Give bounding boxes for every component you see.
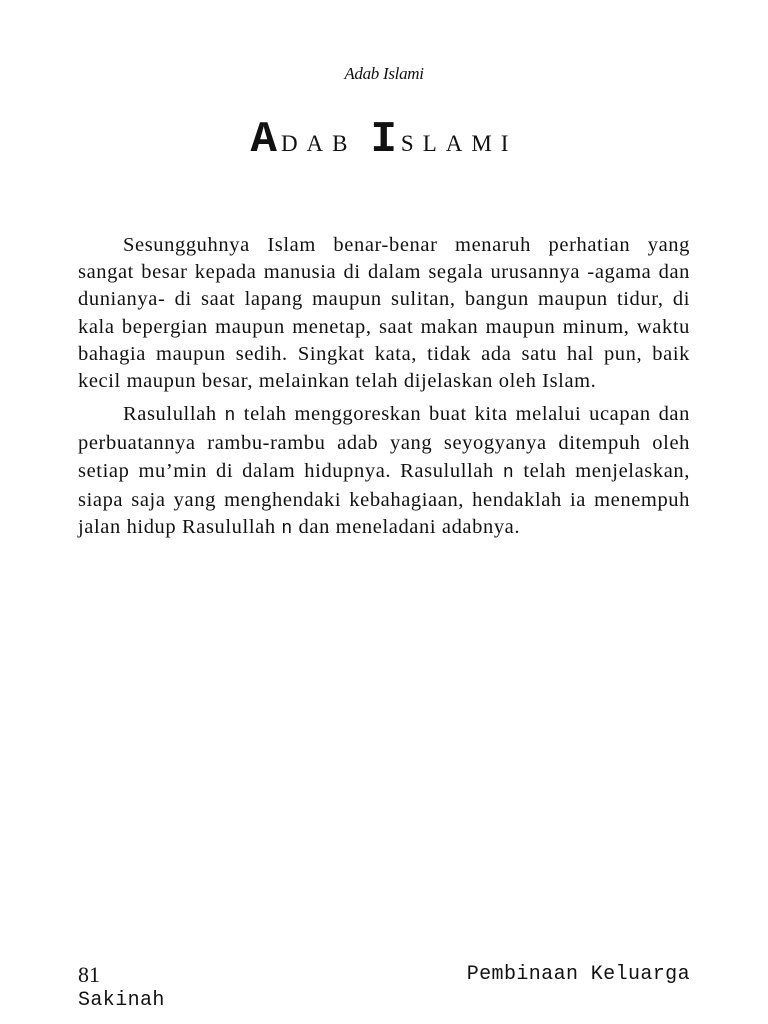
running-head: Adab Islami (344, 64, 424, 83)
page-footer (78, 962, 690, 1014)
body-text (78, 232, 690, 549)
paragraph-2 (78, 401, 690, 543)
salawat-symbol: n (502, 462, 515, 483)
paragraph-2-text-c: telah menjelaskan, siapa saja yang menghendaki kebahagiaan, hendaklah ia menempuh jalan hidup Rasulullah (78, 459, 690, 539)
book-title-line1: Pembinaan Keluarga (466, 963, 690, 986)
title-initial-a: A (250, 115, 277, 165)
title-initial-i: I (370, 115, 397, 165)
paragraph-1 (78, 232, 690, 395)
paragraph-2-text-d: dan meneladani adabnya. (292, 516, 521, 539)
chapter-title (0, 115, 768, 165)
book-title-line2: Sakinah (78, 989, 165, 1012)
paragraph-2-text-b: telah menggoreskan buat kita melalui ucapan dan perbuatannya rambu-rambu adab yang seyogyanya ditempuh oleh setiap mu’min di dalam hidupnya. Rasulullah (78, 403, 690, 482)
title-rest-slami: SLAMI (400, 131, 518, 156)
paragraph-2-text-a: Rasulullah (123, 403, 225, 426)
page-number: 81 (78, 962, 100, 987)
salawat-symbol: n (224, 406, 236, 427)
title-rest-dab: DAB (280, 131, 357, 156)
paragraph-1-text: Sesungguhnya Islam benar-benar menaruh perhatian yang sangat besar kepada manusia di dalam segala urusannya -agama dan dunianya- di saat lapang maupun sulitan, bangun maupun tidur, di kala bepergian maupun menetap, saat makan maupun minum, waktu bahagia maupun sedih. Singkat kata, tidak ada satu hal pun, baik kecil maupun besar, melainkan telah dijelaskan oleh Islam. (78, 234, 690, 393)
salawat-symbol: n (281, 519, 293, 540)
